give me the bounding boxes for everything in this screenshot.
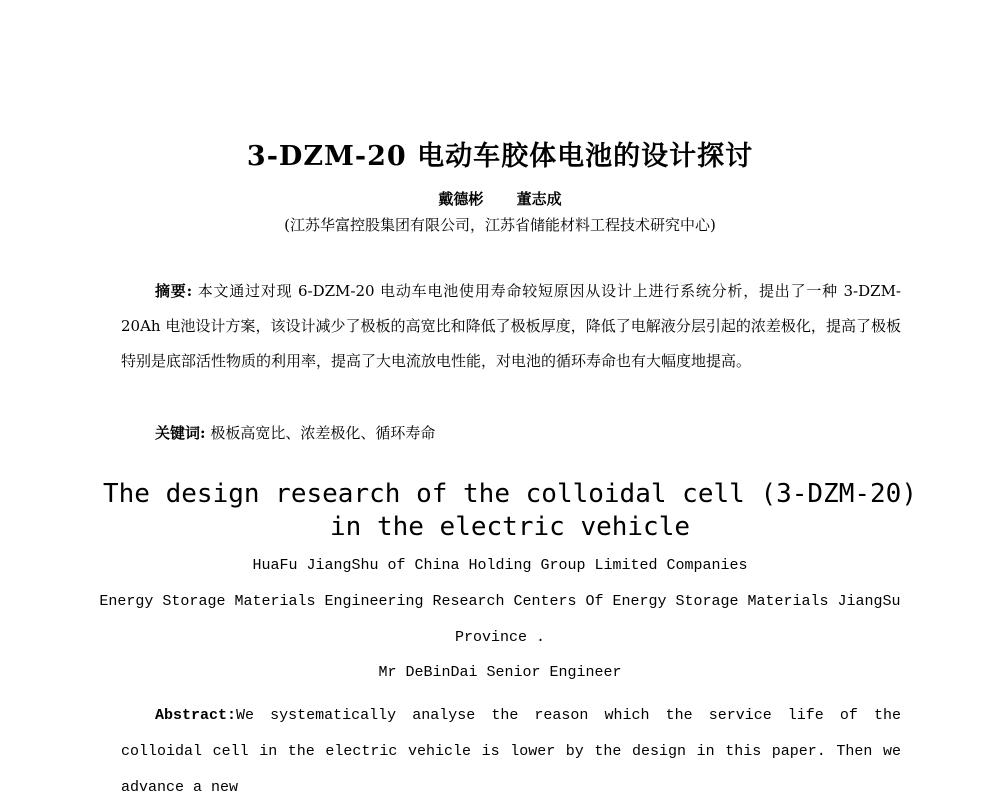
author-en: Mr DeBinDai Senior Engineer — [378, 664, 622, 681]
affiliation-cn: (江苏华富控股集团有限公司，江苏省储能材料工程技术研究中心) — [284, 216, 716, 234]
keywords-cn-label: 关键词: — [155, 424, 206, 442]
keywords-cn-text: 极板高宽比、浓差极化、循环寿命 — [210, 424, 436, 442]
abstract-cn-text: 本文通过对现 6-DZM-20 电动车电池使用寿命较短原因从设计上进行系统分析，提出了一种 3-DZM-20Ah 电池设计方案，该设计减少了极板的高宽比和降低了极板厚度，降低了电解液分层引起的浓差极化，提高了极板特别是底部活性物质的利用率，提高了大电流放电性能，对电池的循环寿命也有大幅度地提高。 — [121, 282, 901, 370]
keywords-cn — [155, 422, 901, 443]
abstract-en-label: Abstract: — [155, 707, 237, 724]
research-center-en-cont: Province . — [454, 629, 545, 646]
paper-title-en: The design research of the colloidal cell (3-DZM-20) in the electric vehicle — [103, 479, 917, 542]
author-list — [0, 188, 1000, 209]
author-name: 戴德彬 — [438, 190, 484, 208]
abstract-cn-label: 摘要: — [155, 282, 193, 300]
abstract-en — [121, 698, 901, 806]
research-center-en: Energy Storage Materials Engineering Research Centers Of Energy Storage Materials JiangSu — [99, 593, 901, 610]
author-name: 董志成 — [516, 190, 562, 208]
abstract-cn — [121, 274, 901, 379]
paper-title-cn: 3-DZM-20 电动车胶体电池的设计探讨 — [246, 141, 754, 172]
abstract-en-text: We systematically analyse the reason which the service life of the colloidal cell in the electric vehicle is lower by the design in this paper. Then we advance a new — [121, 707, 901, 796]
company-en: HuaFu JiangShu of China Holding Group Limited Companies — [252, 557, 748, 574]
